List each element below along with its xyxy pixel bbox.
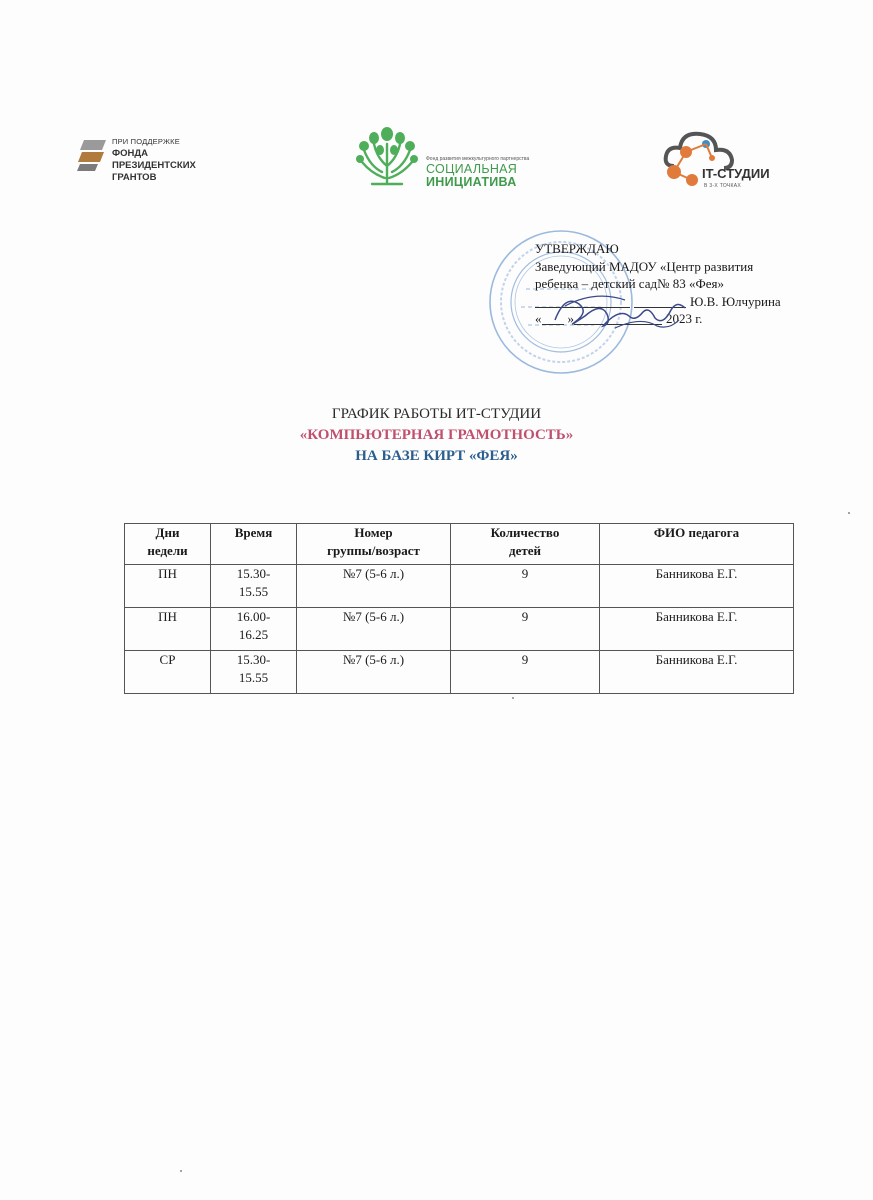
it-logo-title: IT-СТУДИИ — [702, 166, 770, 181]
approval-line1: Заведующий МАДОУ «Центр развития — [535, 258, 754, 274]
tree-icon — [352, 126, 422, 188]
si-line1: СОЦИАЛЬНАЯ — [426, 162, 518, 176]
scan-speck — [180, 1170, 182, 1172]
si-line2: ИНИЦИАТИВА — [426, 175, 517, 189]
presidential-grants-logo — [76, 132, 216, 184]
header-time: Время — [211, 524, 297, 565]
cell-group: №7 (5-6 л.) — [297, 651, 451, 694]
handwritten-signature — [545, 286, 695, 336]
approval-heading: УТВЕРЖДАЮ — [535, 241, 619, 256]
cell-count: 9 — [451, 608, 600, 651]
cell-time: 16.00- 16.25 — [211, 608, 297, 651]
schedule-table — [124, 523, 794, 694]
table-row — [125, 565, 794, 608]
cell-time: 15.30- 15.55 — [211, 565, 297, 608]
cell-teacher: Банникова Е.Г. — [600, 565, 794, 608]
header-days: Дни недели — [125, 524, 211, 565]
table-header-row — [125, 524, 794, 565]
document-title — [0, 404, 873, 467]
cell-day: ПН — [125, 608, 211, 651]
fpg-line1: ПРИ ПОДДЕРЖКЕ — [112, 137, 180, 146]
header-group: Номер группы/возраст — [297, 524, 451, 565]
cell-count: 9 — [451, 565, 600, 608]
si-small-text: Фонд развития межкультурного партнерства — [426, 156, 530, 162]
it-studios-logo — [660, 126, 776, 194]
approval-year: 2023 г. — [666, 311, 703, 326]
title-line3: НА БАЗЕ КИРТ «ФЕЯ» — [355, 448, 518, 464]
approver-name: Ю.В. Юлчурина — [690, 293, 781, 309]
title-line2: «КОМПЬЮТЕРНАЯ ГРАМОТНОСТЬ» — [299, 427, 574, 443]
social-initiative-logo — [352, 126, 530, 190]
cell-count: 9 — [451, 651, 600, 694]
scan-speck — [848, 512, 850, 514]
table-row — [125, 651, 794, 694]
fpg-line4: ГРАНТОВ — [112, 172, 157, 183]
date-close-quote: » — [567, 311, 574, 326]
date-open-quote: « — [535, 311, 542, 326]
header-teacher: ФИО педагога — [600, 524, 794, 565]
cell-teacher: Банникова Е.Г. — [600, 651, 794, 694]
fpg-line2: ФОНДА — [112, 148, 148, 159]
cell-time: 15.30- 15.55 — [211, 651, 297, 694]
scan-speck — [512, 697, 514, 699]
it-logo-subtitle: В 3-Х ТОЧКАХ — [704, 183, 742, 189]
grants-emblem-icon — [76, 138, 108, 172]
cell-teacher: Банникова Е.Г. — [600, 608, 794, 651]
cell-group: №7 (5-6 л.) — [297, 565, 451, 608]
fpg-line3: ПРЕЗИДЕНТСКИХ — [112, 160, 196, 171]
title-line1: ГРАФИК РАБОТЫ ИТ-СТУДИИ — [331, 406, 542, 422]
table-row — [125, 608, 794, 651]
header-count: Количество детей — [451, 524, 600, 565]
cell-group: №7 (5-6 л.) — [297, 608, 451, 651]
approval-line2: ребенка – детский сад№ 83 «Фея» — [535, 276, 725, 291]
cell-day: ПН — [125, 565, 211, 608]
cell-day: СР — [125, 651, 211, 694]
